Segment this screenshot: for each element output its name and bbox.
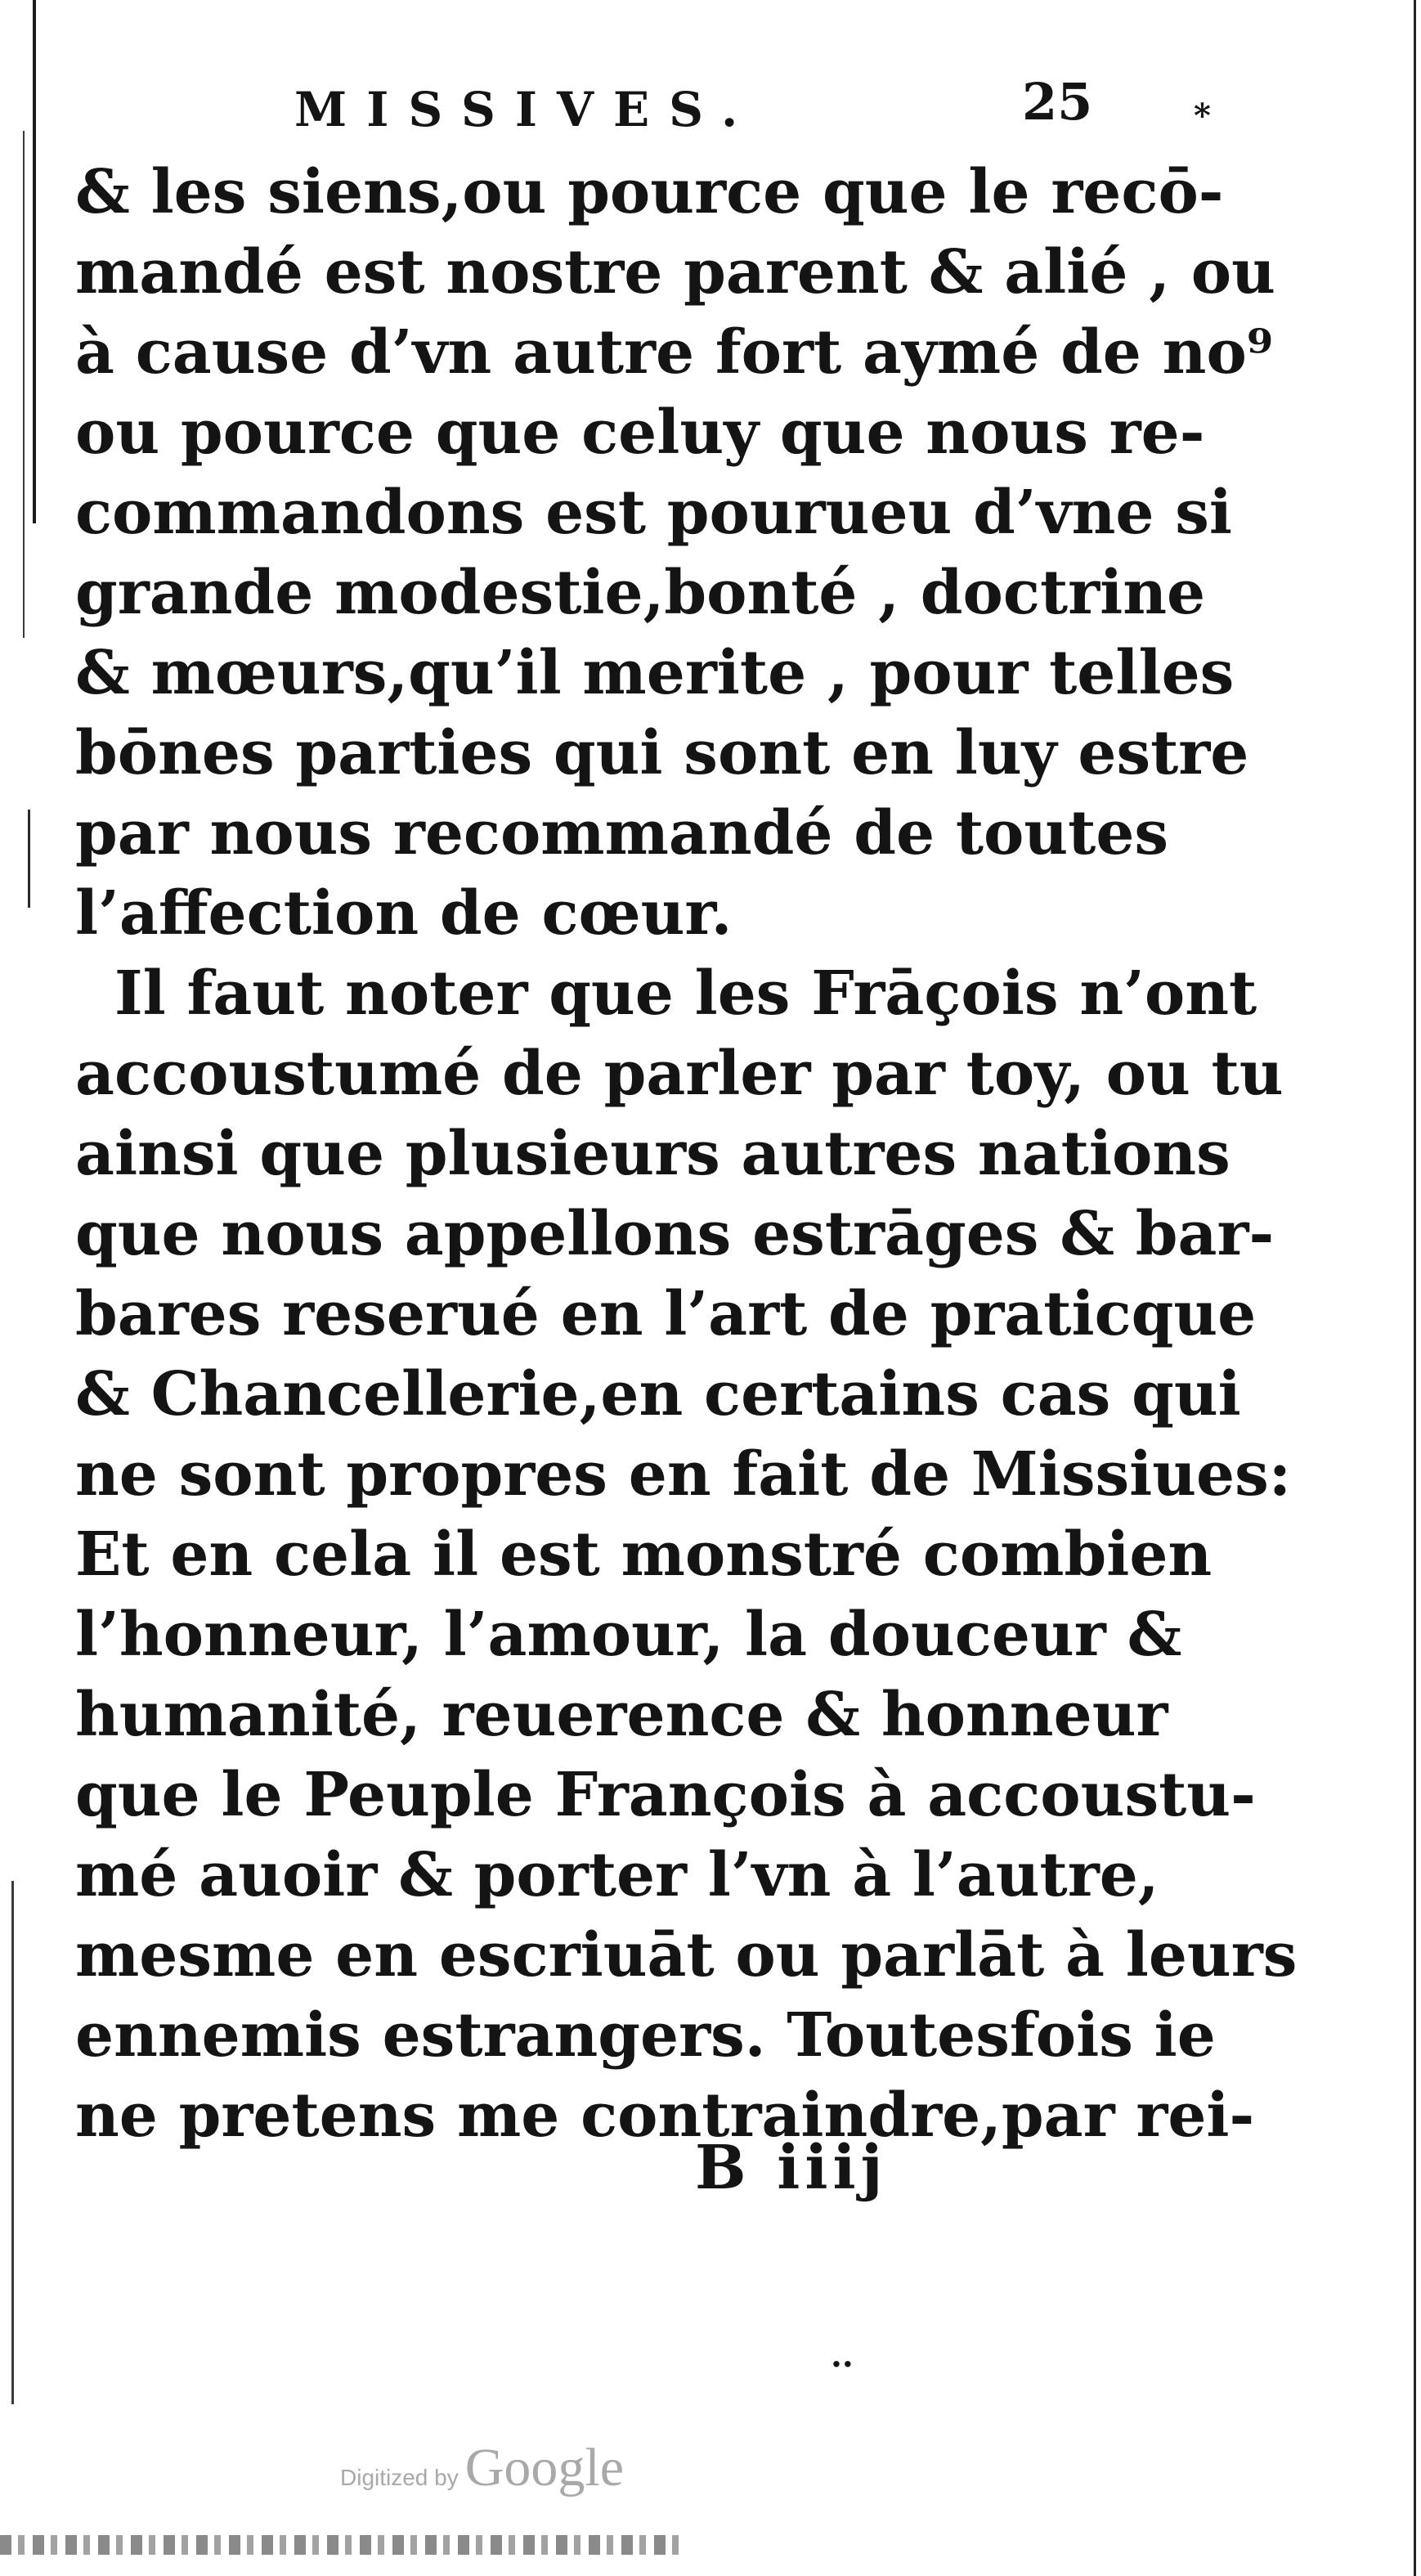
text-line: grande modestie,bonté , doctrine — [75, 558, 1206, 628]
signature-mark: B iiij — [695, 2133, 888, 2203]
text-line: par nous recommandé de toutes — [75, 798, 1169, 868]
text-line: mesme en escriuāt ou parlāt à leurs — [75, 1920, 1298, 1990]
text-line: Et en cela il est monstré combien — [75, 1519, 1213, 1590]
text-line: commandons est pourueu d’vne si — [75, 478, 1233, 548]
text-line: accoustumé de parler par toy, ou tu — [75, 1039, 1284, 1109]
text-line: & Chancellerie,en certains cas qui — [75, 1359, 1241, 1429]
margin-mark-icon: * — [1194, 96, 1211, 135]
scan-edge-mark — [28, 810, 30, 908]
text-line: ne pretens me contraindre,par rei- — [75, 2080, 1255, 2151]
text-line: que le Peuple François à accoustu- — [75, 1760, 1256, 1830]
text-line: ennemis estrangers. Toutesfois ie — [75, 2000, 1216, 2071]
text-line: à cause d’vn autre fort aymé de no⁹ — [75, 317, 1274, 388]
scan-edge-line — [1414, 0, 1416, 2576]
ink-speck: ·· — [831, 2345, 854, 2384]
text-line: mé auoir & porter l’vn à l’autre, — [75, 1840, 1159, 1910]
text-line: humanité, reuerence & honneur — [75, 1680, 1168, 1750]
text-line: ne sont propres en fait de Missiues: — [75, 1439, 1292, 1510]
text-line: l’honneur, l’amour, la douceur & — [75, 1600, 1182, 1670]
text-line: ou pource que celuy que nous re- — [75, 397, 1205, 468]
digitized-watermark — [340, 2437, 624, 2499]
text-line: ainsi que plusieurs autres nations — [75, 1119, 1230, 1189]
google-logo: Google — [464, 2438, 625, 2497]
text-line: Il faut noter que les Frāçois n’ont — [114, 958, 1257, 1029]
page-number: 25 — [1022, 72, 1093, 132]
running-title: MISSIVES. — [294, 82, 758, 137]
scan-edge-line — [33, 0, 36, 523]
text-line: & les siens,ou pource que le recō- — [75, 157, 1224, 227]
scan-bottom-strip — [0, 2535, 687, 2555]
scan-edge-line — [11, 1881, 14, 2404]
text-line: bōnes parties qui sont en luy estre — [75, 718, 1249, 788]
text-line: que nous appellons estrāges & bar- — [75, 1199, 1275, 1269]
digitized-prefix: Digitized by — [340, 2465, 459, 2490]
scan-edge-line — [23, 131, 25, 638]
body-text — [75, 152, 1298, 2156]
text-line: & mœurs,qu’il merite , pour telles — [75, 638, 1235, 708]
text-line: mandé est nostre parent & alié , ou — [75, 237, 1275, 307]
text-line: bares reserué en l’art de praticque — [75, 1279, 1257, 1349]
text-line: l’affection de cœur. — [75, 878, 733, 949]
